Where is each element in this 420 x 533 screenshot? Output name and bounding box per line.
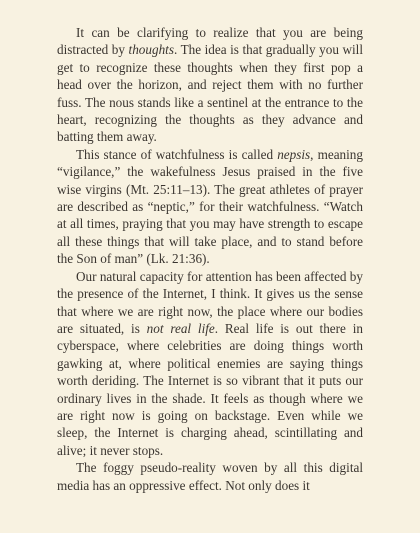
paragraph-2-text-cont: , meaning “vigilance,” the wakefulness Jesus praised in the five wise virgins (Mt. 25:11–13). The great athletes of prayer are described as “neptic,” for their watchfulness. “Watch at all times, praying that you may have strength to escape all these things that will take place, and to stand before the Son of man” (Lk. 21:36). [57,146,363,267]
paragraph-1-italic-thoughts: thoughts [128,42,174,58]
paragraph-2 [57,146,363,268]
paragraph-2-italic-nepsis: nepsis [277,146,311,162]
paragraph-4 [57,459,363,494]
paragraph-3-text-cont: . Real life is out there in cyberspace, where celebrities are doing things worth gawking at, where political enemies are saying things worth deriding. The Internet is so vibrant that it puts our ordinary lives in the shade. It feels as though where we are right now is going on backstage. Even while we sleep, the Internet is charging ahead, scintillating and alive; it never stops. [57,320,363,458]
paragraph-4-text: The foggy pseudo-reality woven by all this digital media has an oppressive effect. Not only does it [57,460,363,493]
paragraph-1-text-cont: . The idea is that gradually you will get to recognize these thoughts when they first pop a head over the horizon, and reject them with no further fuss. The nous stands like a sentinel at the entrance to the heart, recognizing the thoughts as they advance and batting them away. [57,42,363,145]
paragraph-3 [57,268,363,459]
paragraph-1 [57,24,363,146]
paragraph-1-text: It can be clarifying to realize that you are being distracted by [57,25,363,58]
paragraph-3-italic-not-real-life: not real life [146,320,215,336]
paragraph-2-text: This stance of watchfulness is called [76,146,278,162]
paragraph-3-text: Our natural capacity for attention has been affected by the presence of the Internet, I think. It gives us the sense that where we are right now, the place where our bodies are situated, is [57,268,363,336]
page-text [57,24,363,494]
